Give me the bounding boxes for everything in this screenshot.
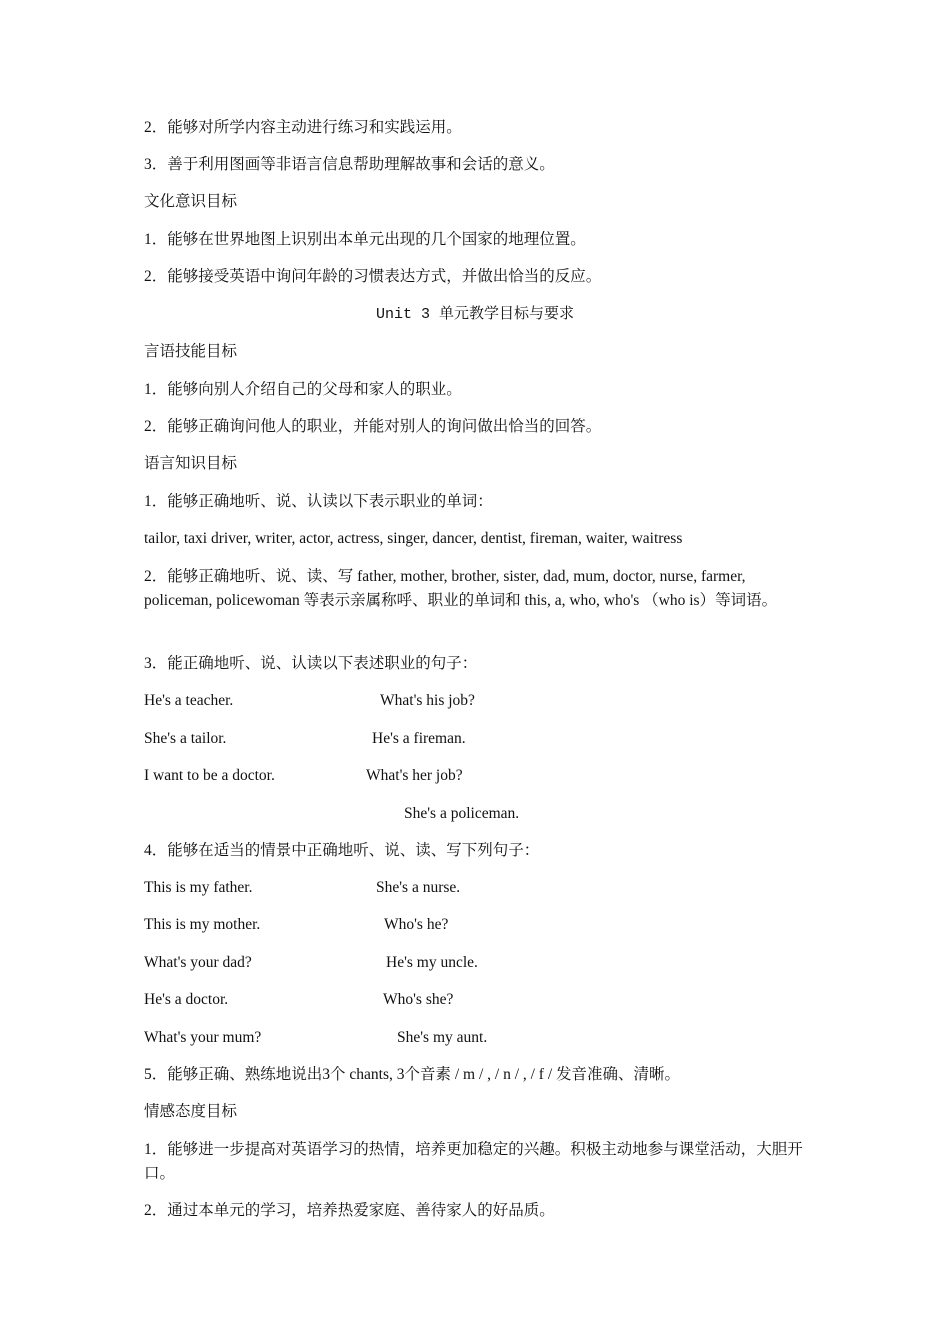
paragraph: 4．能够在适当的情景中正确地听、说、读、写下列句子：: [144, 842, 540, 859]
sentence-right: She's a policeman.: [404, 805, 520, 822]
sentence-right: He's my uncle.: [386, 954, 478, 971]
word-list: tailor, taxi driver, writer, actor, actress, singer, dancer, dentist, fireman, waiter, waitress: [144, 530, 683, 547]
section-heading: 文化意识目标: [144, 193, 238, 210]
section-heading: 情感态度目标: [144, 1103, 238, 1120]
paragraph: 3．善于利用图画等非语言信息帮助理解故事和会话的意义。: [144, 156, 555, 173]
sentence-right: What's her job?: [366, 767, 463, 784]
sentence-right: She's a nurse.: [376, 879, 461, 896]
section-heading: 言语技能目标: [144, 343, 238, 360]
paragraph: 1．能够在世界地图上识别出本单元出现的几个国家的地理位置。: [144, 231, 586, 248]
section-heading: 语言知识目标: [144, 455, 238, 472]
unit-title: Unit 3 单元教学目标与要求: [375, 306, 574, 323]
sentence-right: He's a fireman.: [372, 730, 466, 747]
sentence-left: This is my father.: [144, 879, 253, 896]
paragraph: 2．能够接受英语中询问年龄的习惯表达方式，并做出恰当的反应。: [144, 268, 602, 285]
paragraph: 2．通过本单元的学习，培养热爱家庭、善待家人的好品质。: [144, 1202, 555, 1219]
paragraph: 2．能够正确询问他人的职业，并能对别人的询问做出恰当的回答。: [144, 418, 602, 435]
sentence-left: What's your mum?: [144, 1029, 262, 1046]
paragraph: 2．能够对所学内容主动进行练习和实践运用。: [144, 119, 462, 136]
sentence-right: She's my aunt.: [397, 1029, 488, 1046]
paragraph: 5．能够正确、熟练地说出3个 chants, 3个音素 / m / , / n / , / f / 发音准确、清晰。: [144, 1066, 681, 1083]
paragraph: 1．能够正确地听、说、认读以下表示职业的单词：: [144, 493, 493, 510]
paragraph: 2．能够正确地听、说、读、写 father, mother, brother, sister, dad, mum, doctor, nurse, farmer, policeman, policewoman 等表示亲属称呼、职业的单词和 this, a, who, who's （who is）等词语。: [144, 568, 778, 609]
sentence-left: This is my mother.: [144, 916, 261, 933]
sentence-left: What's your dad?: [144, 954, 252, 971]
paragraph: 3．能正确地听、说、认读以下表述职业的句子：: [144, 655, 478, 672]
sentence-right: Who's he?: [384, 916, 449, 933]
sentence-right: Who's she?: [383, 991, 454, 1008]
sentence-right: What's his job?: [380, 692, 475, 709]
sentence-left: I want to be a doctor.: [144, 767, 275, 784]
sentence-left: She's a tailor.: [144, 730, 227, 747]
paragraph: 1．能够进一步提高对英语学习的热情，培养更加稳定的兴趣。积极主动地参与课堂活动，大胆开口。: [144, 1141, 803, 1182]
paragraph: 1．能够向别人介绍自己的父母和家人的职业。: [144, 381, 462, 398]
sentence-left: He's a doctor.: [144, 991, 229, 1008]
sentence-left: He's a teacher.: [144, 692, 234, 709]
